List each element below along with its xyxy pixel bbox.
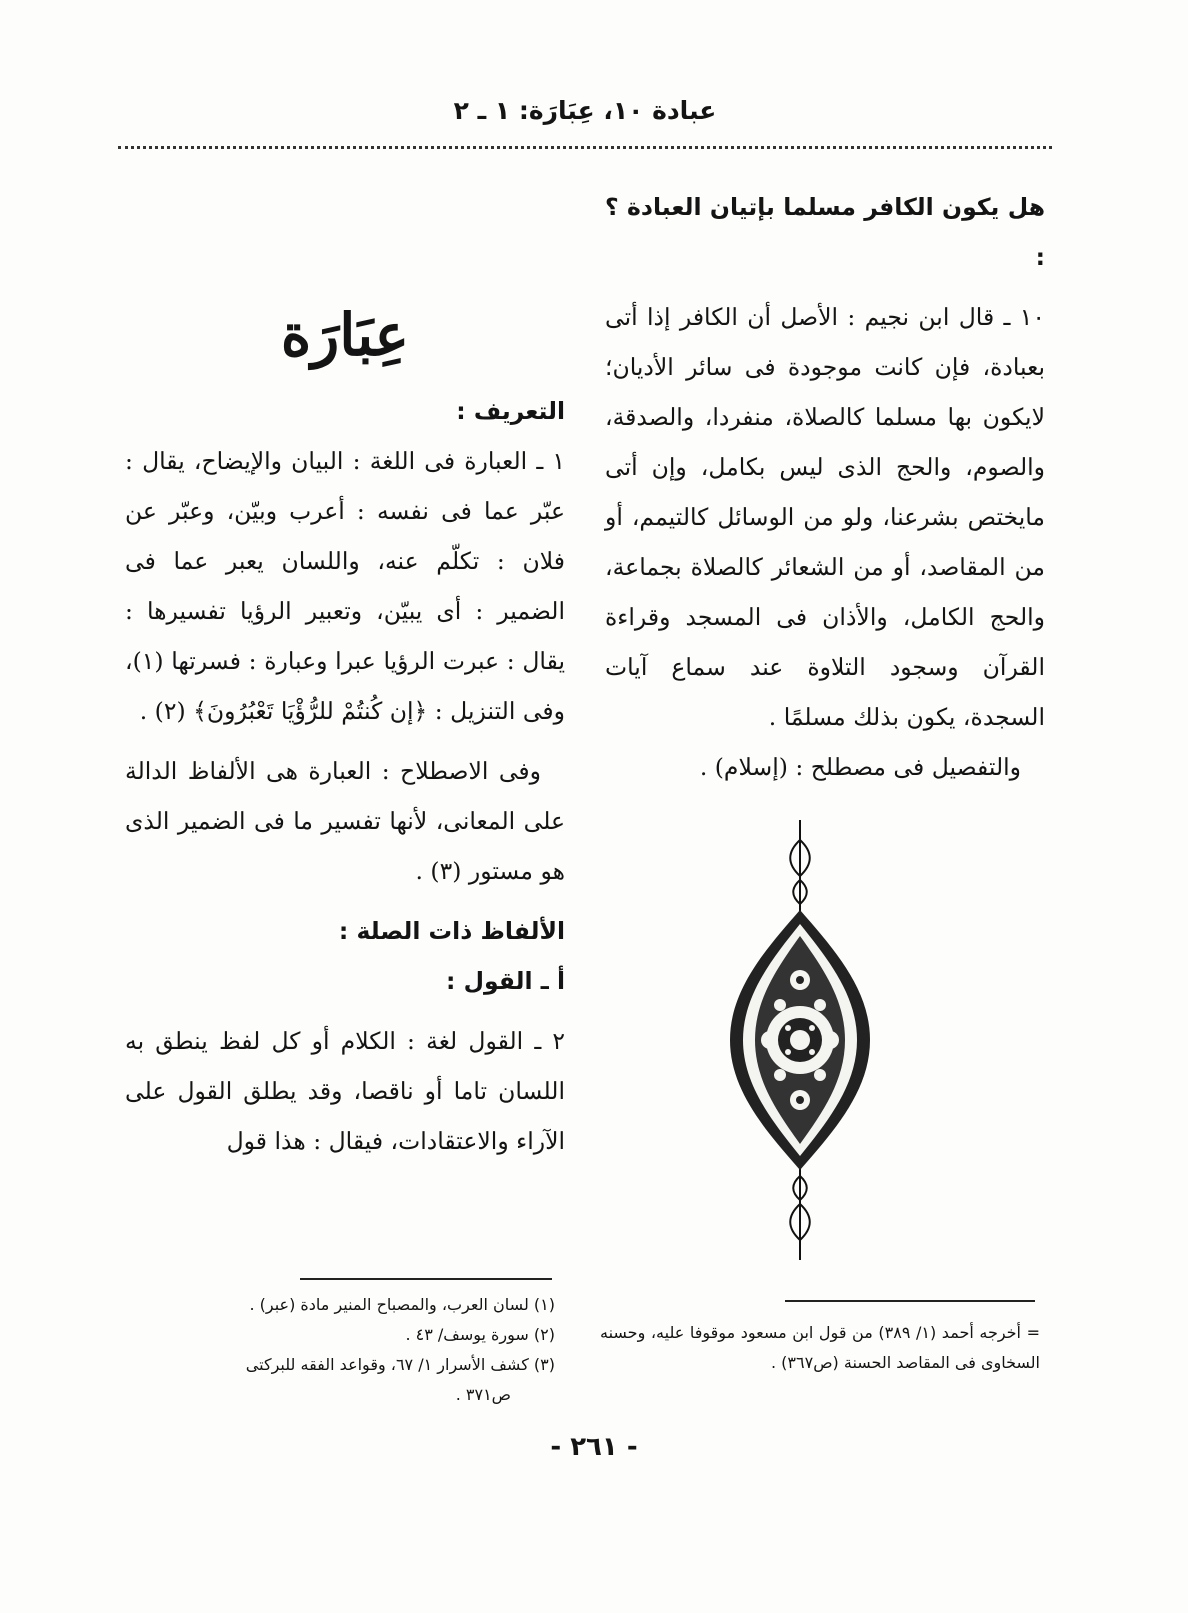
footnote-rule-left: [300, 1278, 552, 1280]
paragraph-2: ٢ ـ القول لغة : الكلام أو كل لفظ ينطق به اللسان تاما أو ناقصا، وقد يطلق القول على الآراء والاعتقادات، فيقال : هذا قول: [125, 1027, 565, 1155]
header-dotted-rule: [118, 146, 1052, 149]
ornament-icon: [725, 820, 875, 1260]
entry-title: عِبَارَة: [280, 301, 410, 369]
page-number: - ٢٦١ -: [550, 1432, 638, 1462]
definition-heading: التعريف :: [456, 397, 565, 425]
right-column: [605, 182, 1045, 792]
left-column: [125, 290, 565, 1166]
definition-paragraph: ١ ـ العبارة فى اللغة : البيان والإيضاح، يقال : عبّر عما فى نفسه : أعرب وبيّن، وعبّر عن فلان : تكلّم عنه، واللسان يعبر عما فى الضمير : أى يبيّن، وتعبير الرؤيا تفسيرها : يقال : عبرت الرؤيا عبرا وعبارة : فسرتها (١)، وفى التنزيل : ﴿إن كُنتُمْ للرُّؤْيَا تَعْبُرُونَ﴾ (٢) .: [125, 447, 565, 725]
footnote-3-continued: ص٣٧١ .: [455, 1385, 511, 1404]
footnote-2: (٢) سورة يوسف/ ٤٣ .: [405, 1325, 555, 1344]
terminology-paragraph: وفى الاصطلاح : العبارة هى الألفاظ الدالة على المعانى، لأنها تفسير ما فى الضمير الذى هو مستور (٣) .: [125, 757, 565, 885]
running-header: عبادة ١٠، عِبَارَة: ١ ـ ٢: [453, 96, 717, 125]
footnote-continuation: [600, 1318, 1040, 1378]
footnote-continuation-text: = أخرجه أحمد (١/ ٣٨٩) من قول ابن مسعود موقوفا عليه، وحسنه السخاوى فى المقاصد الحسنة (ص٣٦٧) .: [600, 1323, 1040, 1372]
footnote-3: (٣) كشف الأسرار ١/ ٦٧، وقواعد الفقه للبركتى: [245, 1355, 555, 1374]
subheading-qawl: أ ـ القول :: [446, 967, 565, 995]
cross-reference: والتفصيل فى مصطلح : (إسلام) .: [699, 753, 1021, 781]
paragraph-10: ١٠ ـ قال ابن نجيم : الأصل أن الكافر إذا أتى بعبادة، فإن كانت موجودة فى سائر الأديان؛ لايكون بها مسلما كالصلاة، منفردا، والصدقة، والصوم، والحج الذى ليس بكامل، وإن أتى مايختص بشرعنا، ولو من الوسائل كالتيمم، أو من المقاصد، أو من الشعائر كالصلاة بجماعة، والحج الكامل، والأذان فى المسجد وقراءة القرآن وسجود التلاوة عند سماع آيات السجدة، يكون بذلك مسلمًا .: [605, 303, 1045, 731]
section-heading: هل يكون الكافر مسلما بإتيان العبادة ؟ :: [605, 193, 1045, 271]
footnotes-left: [125, 1290, 555, 1410]
related-terms-heading: الألفاظ ذات الصلة :: [338, 917, 565, 945]
footnote-1: (١) لسان العرب، والمصباح المنير مادة (عبر) .: [249, 1295, 555, 1314]
footnote-rule-right: [785, 1300, 1035, 1302]
